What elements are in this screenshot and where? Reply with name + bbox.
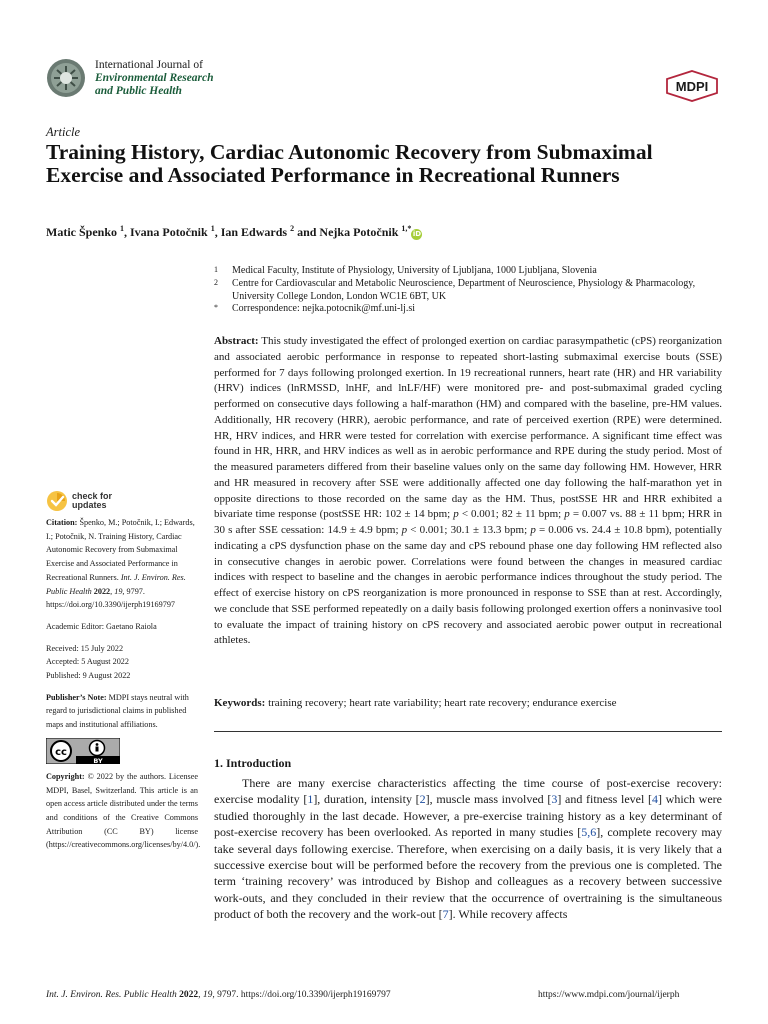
reference-link[interactable]: 2 bbox=[419, 792, 426, 807]
copyright-text: © 2022 by the authors. Licensee MDPI, Basel, Switzerland. This article is an open access article distributed under the terms and conditions of the Creative Commons Attribution (CC BY) license (https://creativecommons.org/licenses/by/4.0/). bbox=[46, 771, 201, 850]
received-date: Received: 15 July 2022 bbox=[46, 643, 124, 653]
copyright bbox=[46, 770, 201, 852]
journal-name bbox=[95, 59, 214, 98]
author-affiliation-marker: 1,* bbox=[401, 224, 412, 233]
author-list: Matic Špenko $^1$, Ivana Potočnik $^1$, Ian Edwards $^2$ and Nejka Potočnik $^{1,*}$iD bbox=[46, 224, 422, 239]
citation-volume: 19 bbox=[114, 586, 123, 596]
article-type: Article bbox=[46, 125, 81, 139]
svg-text:cc: cc bbox=[55, 746, 67, 758]
abstract-text: This study investigated the effect of prolonged exertion on cardiac parasympathetic (cPS) reorganization and associated aerobic performance in response to repeated short-lasting submaximal exercise bouts (SSE) performed for 7 days following prolonged exertion. In 19 recreational runners, heart rate (HR) and HR variability (HRV) indices (lnRMSSD, lnHF, and lnLF/HF) were monitored pre- and post-submaximal graded cycling performed on consecutive days following a half-marathon (HM) and compared with the baseline, pre-HM values. Additionally, HR recovery (HRR), aerobic performance, and rate of perceived exertion (RPE) were determined. HR, HRV indices, and HRR were tested for correlation with exercise performance. A significant time effect was found in HR, HRR, and HRV indices as well as in aerobic performance and RPE during the study period. Most of the measured parameters differed from their baseline values only on the same day following HM. However, HRR and HR measured in recovery after SSE were additionally affected one day following the half-marathon yet in opposite directions to those recorded on the same day as the HM. Thus, postSSE HR and HRR exhibited a bivariate time response (postSSE HR: 102 ± 14 bpm; p < 0.001; 82 ± 11 bpm; p = 0.007 vs. 88 ± 11 bpm; HRR in 30 s after SSE cessation: 14.9 ± 4.9 bpm; p < 0.001; 30.1 ± 13.3 bpm; p = 0.006 vs. 24.4 ± 10.8 bpm), potentially indicating a cPS dysfunction phase on the same day and cPS rebound phase one day following HM reflected also in consecutive changes in aerobic power. Correlations were found between the changes in measured cardiac indices with respect to baseline and the changes in aerobic performance indices throughout the study period. The effect of exercise history on cPS reorganization is more pronounced in response to SSE than at rest. Accordingly, we conclude that SSE performed repeatedly on a daily basis following prolonged exertion offers a noninvasive tool to evaluate the impact of training history on cPS recovery and associated aerobic power output in recreational athletes. bbox=[214, 335, 722, 647]
author-affiliation-marker: 1 bbox=[120, 224, 125, 233]
author-name: Ian Edwards bbox=[220, 225, 288, 239]
footer-doi-link[interactable]: , 9797. https://doi.org/10.3390/ijerph19169797 bbox=[212, 990, 391, 1000]
page-title: Training History, Cardiac Autonomic Recovery from Submaximal Exercise and Associated Performance in Recreational Runners bbox=[46, 140, 653, 187]
citation-journal: Int. J. Environ. Res. Public Health bbox=[46, 572, 186, 596]
updates-line2: updates bbox=[72, 500, 107, 510]
accepted-date: Accepted: 5 August 2022 bbox=[46, 657, 129, 667]
journal-name-line2: Environmental Research bbox=[95, 71, 214, 84]
affiliation-text: Medical Faculty, Institute of Physiology, University of Ljubljana, 1000 Ljubljana, Slovenia bbox=[232, 265, 597, 276]
journal-header bbox=[46, 58, 214, 98]
crossmark-icon bbox=[46, 490, 68, 512]
reference-link[interactable]: 5,6 bbox=[581, 825, 597, 840]
updates-line1: check for bbox=[72, 490, 113, 501]
article-info-sidebar bbox=[46, 516, 201, 852]
author-name: Ivana Potočnik bbox=[130, 225, 208, 239]
citation: Citation: Špenko, M.; Potočnik, I.; Edwards, I.; Potočnik, N. Training History, Cardiac Autonomic Recovery from Submaximal Exercise and Associated Performance in Recreational Runners. Int. J. Environ. Res. Public Health 2022, 19, 9797. https://doi.org/10.3390/ijerph19169797 bbox=[46, 518, 195, 610]
affiliation-number: * bbox=[214, 303, 218, 313]
affiliations bbox=[214, 265, 724, 316]
published-date: Published: 9 August 2022 bbox=[46, 671, 131, 681]
publisher-note-label: Publisher’s Note: bbox=[46, 692, 107, 702]
keywords-label: Keywords: bbox=[214, 697, 266, 709]
publisher-note bbox=[46, 691, 198, 732]
author-affiliation-marker: 2 bbox=[290, 224, 295, 233]
abstract-label: Abstract: bbox=[214, 335, 259, 347]
introduction-paragraph bbox=[214, 775, 722, 923]
introduction-text: ], muscle mass involved [ bbox=[425, 792, 552, 807]
journal-logo-icon bbox=[46, 58, 86, 98]
citation-text: Špenko, M.; Potočnik, I.; Edwards, I.; Potočnik, N. Training History, Cardiac Autonomic Recovery from Submaximal Exercise and Associated Performance in Recreational Runners. bbox=[46, 518, 195, 582]
footer-volume: 19 bbox=[202, 990, 213, 1000]
affiliation-item bbox=[214, 303, 724, 316]
reference-link[interactable]: 4 bbox=[652, 792, 659, 807]
reference-link[interactable]: 3 bbox=[551, 792, 558, 807]
introduction-text: ]. While recovery affects bbox=[448, 907, 568, 922]
affiliation-text: Correspondence: nejka.potocnik@mf.uni-lj.si bbox=[232, 303, 416, 315]
footer-citation: Int. J. Environ. Res. Public Health 2022, 19, 9797. https://doi.org/10.3390/ijerph19169797 bbox=[46, 990, 391, 1000]
reference-link[interactable]: 1 bbox=[307, 792, 314, 807]
copyright-label: Copyright: bbox=[46, 771, 85, 781]
journal-name-line1: International Journal of bbox=[95, 58, 203, 71]
check-for-updates-button[interactable] bbox=[46, 490, 112, 512]
footer-year: 2022 bbox=[179, 990, 199, 1000]
affiliation-item bbox=[214, 265, 724, 278]
affiliation-text: Centre for Cardiovascular and Metabolic Neuroscience, Department of Neuroscience, Physiology & Pharmacology, University College London, London WC1E 6BT, UK bbox=[232, 277, 696, 302]
introduction-text: ] and fitness level [ bbox=[557, 792, 653, 807]
orcid-icon[interactable]: iD bbox=[412, 230, 422, 238]
introduction-text: ], duration, intensity [ bbox=[313, 792, 420, 807]
footer-journal: Int. J. Environ. Res. Public Health bbox=[46, 990, 177, 1000]
cc-by-label: BY bbox=[93, 756, 103, 764]
introduction-text: There are many exercise characteristics affecting the time course of post-exercise recovery: exercise modality [ bbox=[214, 776, 722, 807]
citation-label: Citation: bbox=[46, 518, 78, 527]
cc-by-license-badge[interactable] bbox=[46, 738, 120, 764]
mdpi-logo bbox=[666, 70, 718, 102]
mdpi-logo-text: MDPI bbox=[675, 79, 709, 94]
citation-doi[interactable]: , 9797. https://doi.org/10.3390/ijerph19169797 bbox=[46, 586, 176, 610]
affiliation-number: 2 bbox=[214, 277, 218, 287]
author-affiliation-marker: 1 bbox=[210, 224, 215, 233]
academic-editor: Academic Editor: Gaetano Raiola bbox=[46, 621, 157, 631]
citation-year: 2022 bbox=[93, 586, 111, 596]
check-for-updates-label bbox=[72, 492, 112, 511]
author-name: Nejka Potočnik bbox=[319, 225, 399, 239]
section-heading-introduction: 1. Introduction bbox=[214, 756, 292, 770]
introduction-text: ] which were studied thoroughly in the last decade. However, a pre-exercise training history as a key determinant of post-exercise recovery has been overlooked. As reported in many studies [ bbox=[214, 792, 723, 840]
journal-name-line3: and Public Health bbox=[95, 84, 182, 97]
affiliation-number: 1 bbox=[214, 265, 218, 274]
affiliation-item bbox=[214, 278, 724, 304]
footer-journal-url[interactable]: https://www.mdpi.com/journal/ijerph bbox=[538, 990, 680, 1000]
abstract bbox=[214, 334, 722, 649]
publisher-note-text: MDPI stays neutral with regard to jurisdictional claims in published maps and institutional affiliations. bbox=[46, 692, 189, 730]
introduction-text: ], complete recovery may take several days following exercise. Therefore, when exercising on a daily basis, it is very likely that a successive exercise bout will be performed before the recovery from the previous one is completed. The term ‘training recovery’ was introduced by Bishop and colleagues as a recovery between successive work-outs, and they concluded in their review that the occurrence of overtraining is the simultaneous product of both the recovery and the work-out [ bbox=[214, 825, 723, 922]
author-name: Matic Špenko bbox=[46, 225, 118, 239]
section-divider bbox=[214, 731, 722, 732]
reference-link[interactable]: 7 bbox=[442, 907, 449, 922]
keywords-text: training recovery; heart rate variability; heart rate recovery; endurance exercise bbox=[268, 697, 617, 709]
keywords bbox=[214, 696, 722, 711]
